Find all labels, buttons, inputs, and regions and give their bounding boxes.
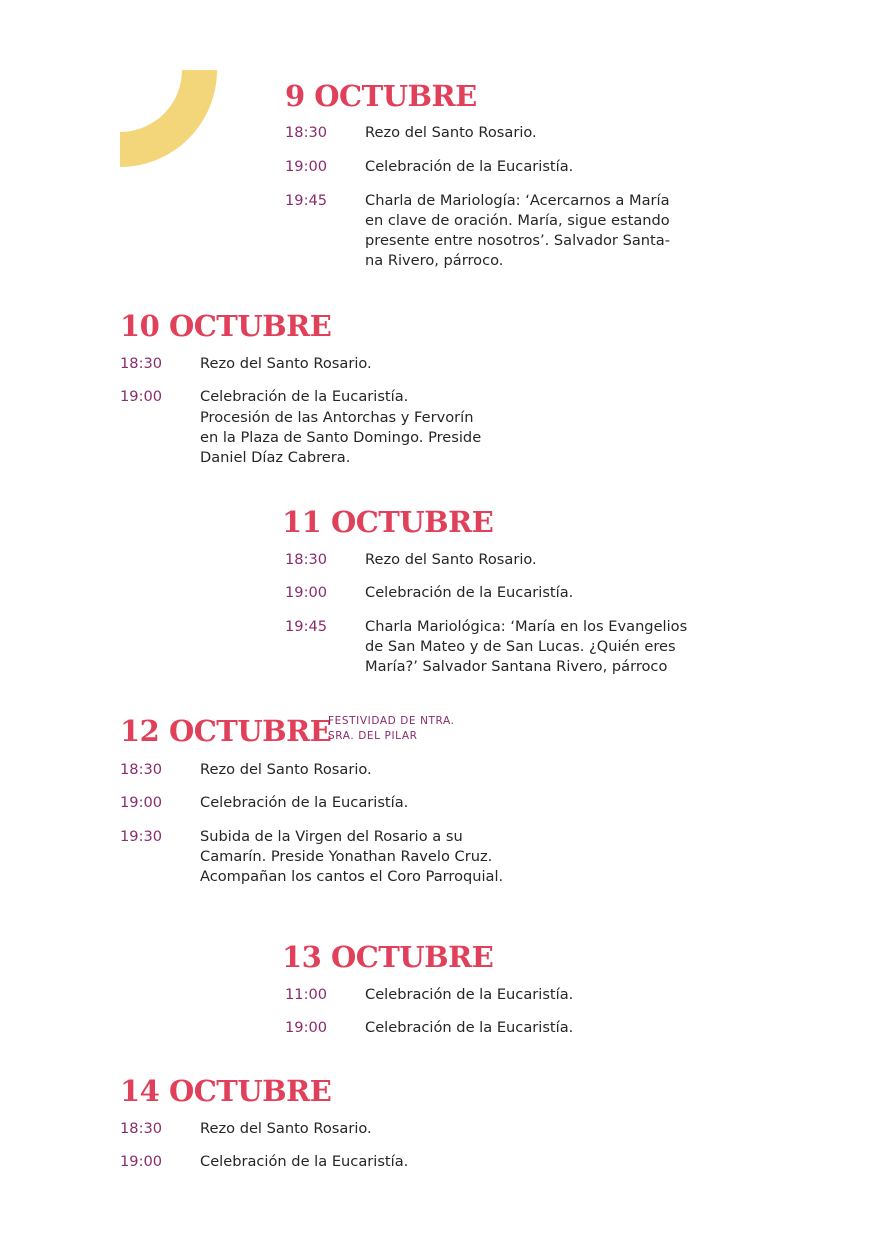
entry-line: Charla de Mariología: ‘Acercarnos a María (365, 191, 670, 209)
entry-line: Subida de la Virgen del Rosario a su (200, 827, 463, 845)
entry-time: 18:30 (120, 355, 163, 372)
schedule-entry (120, 1152, 408, 1172)
entry-description (365, 157, 670, 177)
schedule-entry (120, 354, 481, 374)
day-12-octubre (120, 714, 503, 887)
note-line: SRA. DEL PILAR (328, 730, 418, 742)
schedule-entry (285, 157, 670, 177)
entry-line: Rezo del Santo Rosario. (365, 551, 537, 568)
entry-time: 11:00 (285, 986, 328, 1003)
day-14-octubre (120, 1074, 408, 1173)
schedule-entry (120, 1119, 408, 1139)
entry-line: Celebración de la Eucaristía. (365, 986, 574, 1003)
schedule-entry (120, 827, 503, 888)
entry-time: 19:45 (285, 191, 328, 209)
schedule-entry (120, 387, 481, 468)
day-title: 9 OCTUBRE (285, 79, 477, 113)
day-10-octubre (120, 309, 481, 468)
entry-description (200, 760, 503, 780)
schedule-entry (285, 550, 687, 570)
entry-time: 19:45 (285, 617, 328, 635)
entry-description (200, 354, 481, 374)
entry-time: 18:30 (285, 124, 328, 141)
day-title: 10 OCTUBRE (120, 309, 332, 343)
entry-line: Celebración de la Eucaristía. (200, 1153, 409, 1171)
schedule-entry (285, 583, 687, 603)
entry-description (200, 793, 503, 813)
entry-line: Celebración de la Eucaristía. (200, 794, 409, 812)
day-title: 11 OCTUBRE (282, 505, 494, 539)
entry-line: Celebración de la Eucaristía. (200, 388, 409, 406)
entry-line: Rezo del Santo Rosario. (200, 355, 372, 372)
entry-description (365, 1018, 573, 1038)
entry-line: María?’ Salvador Santana Rivero, párroco (365, 658, 668, 676)
entry-description (365, 191, 670, 272)
entry-line: Celebración de la Eucaristía. (365, 158, 574, 176)
entry-line: Celebración de la Eucaristía. (365, 584, 574, 602)
entry-line: Procesión de las Antorchas y Fervorín (200, 408, 474, 426)
entry-line: Celebración de la Eucaristía. (365, 1019, 574, 1037)
schedule-entry (285, 985, 573, 1005)
entry-time: 19:00 (120, 1153, 163, 1171)
entry-line: de San Mateo y de San Lucas. ¿Quién eres (365, 637, 676, 655)
entry-time: 19:00 (120, 794, 163, 812)
entry-line: Rezo del Santo Rosario. (365, 124, 537, 141)
quarter-ring-decoration-icon (120, 70, 217, 167)
schedule-entry (285, 191, 670, 272)
entry-time: 19:30 (120, 827, 163, 845)
day-title: 13 OCTUBRE (282, 940, 494, 974)
schedule-entry (285, 1018, 573, 1038)
day-title: 14 OCTUBRE (120, 1074, 332, 1108)
entry-line: Rezo del Santo Rosario. (200, 1120, 372, 1137)
entry-line: Camarín. Preside Yonathan Ravelo Cruz. (200, 847, 493, 865)
entry-line: en la Plaza de Santo Domingo. Preside (200, 428, 482, 446)
entry-time: 18:30 (120, 761, 163, 778)
entry-line: Acompañan los cantos el Coro Parroquial. (200, 868, 504, 886)
entry-line: Daniel Díaz Cabrera. (200, 449, 351, 467)
note-line: FESTIVIDAD DE NTRA. (328, 715, 455, 727)
entry-line: Charla Mariológica: ‘María en los Evangelios (365, 617, 688, 635)
entry-time: 18:30 (285, 551, 328, 568)
festivity-note (328, 714, 455, 744)
schedule-entry (285, 617, 687, 678)
entry-time: 19:00 (285, 158, 328, 176)
entry-description (200, 1119, 408, 1139)
entry-description (365, 617, 687, 678)
day-header (120, 714, 503, 748)
entry-time: 19:00 (120, 388, 163, 406)
day-9-octubre (285, 79, 670, 272)
entry-line: presente entre nosotros’. Salvador Santa- (365, 232, 670, 250)
entry-description (365, 583, 687, 603)
entry-line: Rezo del Santo Rosario. (200, 761, 372, 778)
entry-time: 18:30 (120, 1120, 163, 1137)
entry-line: na Rivero, párroco. (365, 252, 504, 270)
day-title: 12 OCTUBRE (120, 714, 332, 748)
entry-line: en clave de oración. María, sigue estando (365, 211, 670, 229)
entry-description (365, 985, 573, 1005)
schedule-entry (285, 123, 670, 143)
day-11-octubre (282, 505, 688, 677)
entry-description (200, 1152, 408, 1172)
entry-description (200, 387, 481, 468)
entry-description (365, 550, 687, 570)
entry-time: 19:00 (285, 584, 328, 602)
schedule-entry (120, 793, 503, 813)
entry-description (365, 123, 670, 143)
day-13-octubre (282, 940, 574, 1039)
schedule-entry (120, 760, 503, 780)
entry-time: 19:00 (285, 1019, 328, 1037)
entry-description (200, 827, 503, 888)
